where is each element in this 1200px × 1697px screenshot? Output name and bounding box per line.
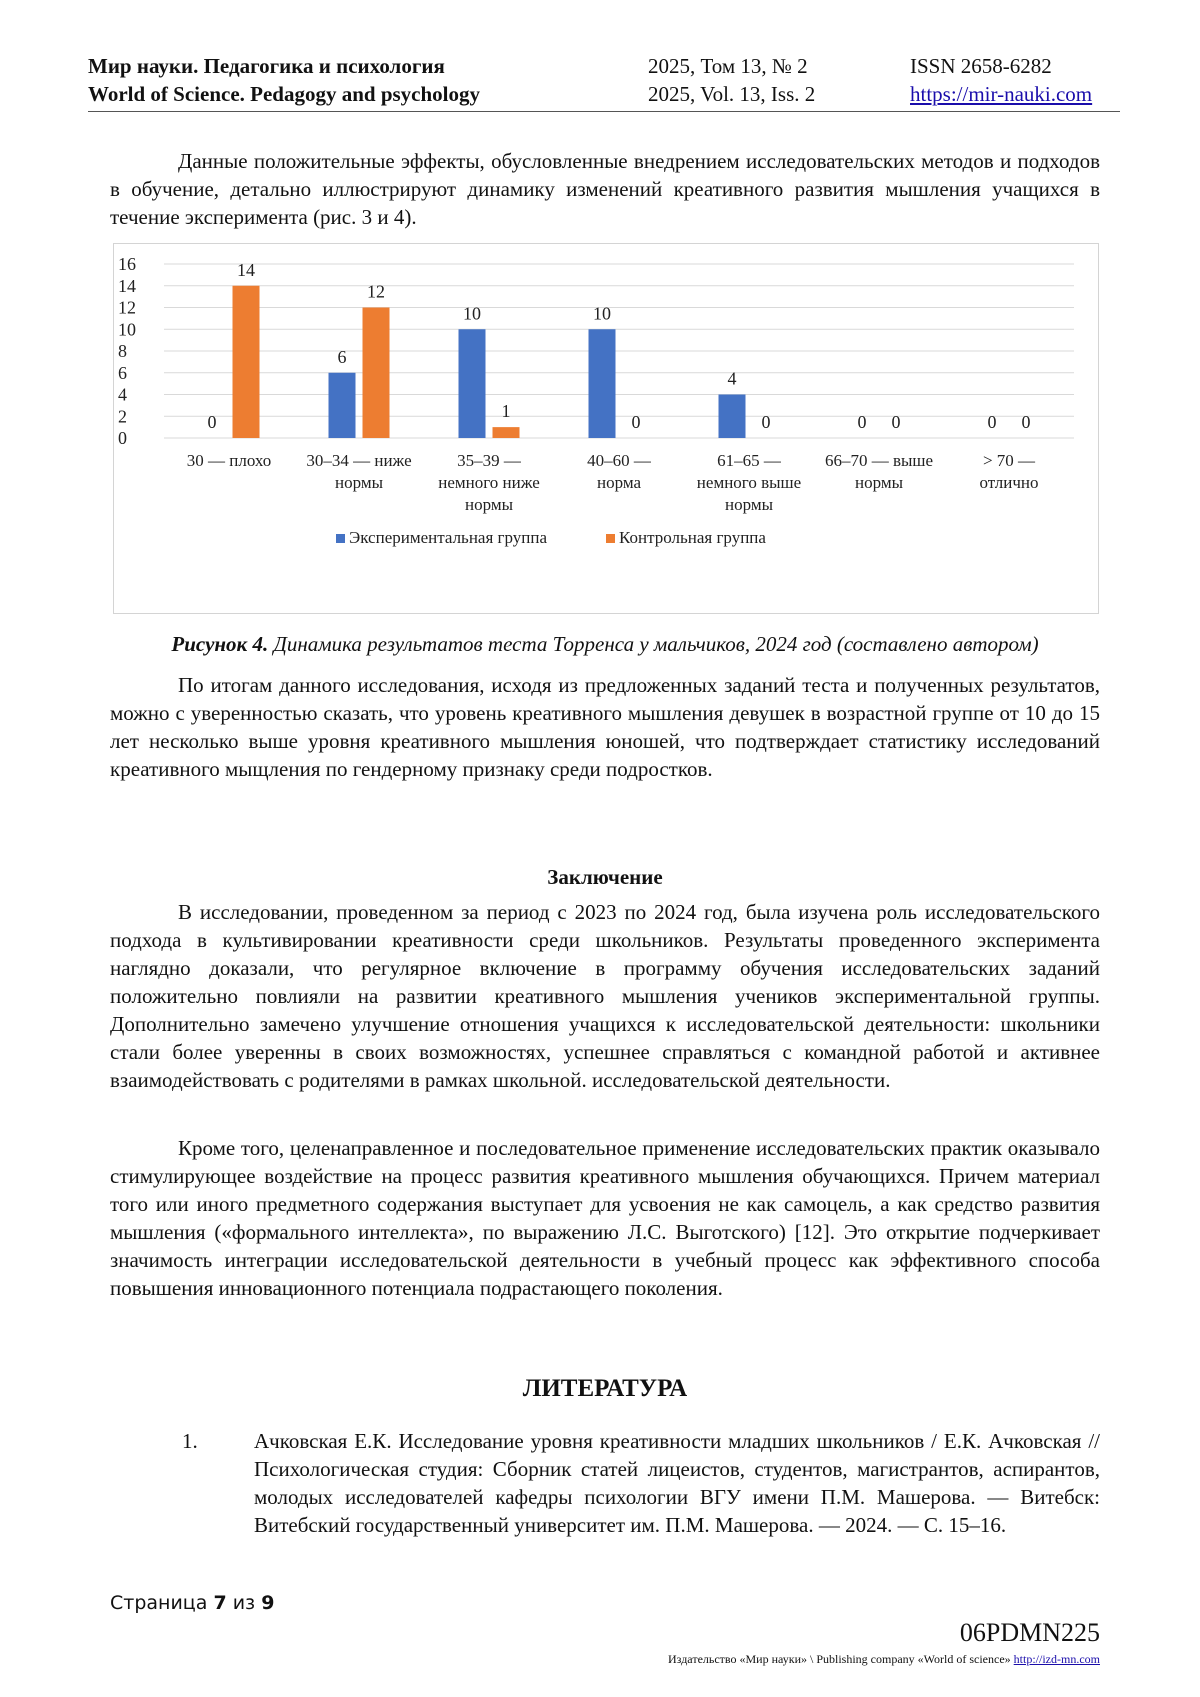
article-code: 06PDMN225 bbox=[959, 1618, 1100, 1647]
legend-swatch bbox=[336, 534, 345, 543]
x-tick-label: немного ниже bbox=[438, 473, 540, 492]
x-tick-label: нормы bbox=[854, 473, 904, 492]
intro-paragraph bbox=[110, 147, 1100, 231]
x-tick-label: немного выше bbox=[696, 473, 802, 492]
figure-4-chart bbox=[113, 243, 1099, 614]
x-tick-label: 61–65 — bbox=[717, 451, 781, 470]
y-tick-label: 12 bbox=[118, 297, 136, 318]
data-label: 10 bbox=[463, 303, 481, 324]
data-label: 4 bbox=[727, 368, 737, 389]
legend-label: Контрольная группа bbox=[619, 528, 766, 547]
data-label: 14 bbox=[237, 259, 255, 280]
y-tick-label: 16 bbox=[118, 254, 136, 274]
data-label: 12 bbox=[367, 281, 385, 302]
figure-caption-text: Динамика результатов теста Торренса у мальчиков, 2024 год (составлено автором) bbox=[273, 632, 1039, 656]
data-label: 0 bbox=[891, 412, 901, 432]
x-tick-label: 40–60 — bbox=[587, 451, 651, 470]
issue-ru: 2025, Том 13, № 2 bbox=[648, 54, 808, 78]
figure-caption bbox=[110, 630, 1100, 658]
data-label: 1 bbox=[501, 401, 511, 422]
issue-info bbox=[648, 52, 815, 108]
data-label: 0 bbox=[631, 412, 641, 432]
bar-chart bbox=[114, 244, 1100, 615]
data-label: 0 bbox=[857, 412, 867, 432]
x-tick-label: > 70 — bbox=[982, 451, 1036, 470]
x-tick-label: отлично bbox=[979, 473, 1039, 492]
x-tick-label: нормы bbox=[724, 495, 774, 514]
page-number bbox=[110, 1592, 274, 1614]
publisher-link[interactable]: http://izd-mn.com bbox=[1013, 1652, 1100, 1666]
bar bbox=[589, 329, 616, 438]
y-tick-label: 0 bbox=[118, 428, 127, 448]
data-label: 10 bbox=[593, 303, 611, 324]
data-label: 0 bbox=[1021, 412, 1031, 432]
journal-header bbox=[88, 52, 1120, 112]
publisher-line bbox=[668, 1652, 1100, 1667]
reference-text: Ачковская Е.К. Исследование уровня креативности младших школьников / Е.К. Ачковская // Психологическая студия: Сборник статей лицеистов, студентов, магистрантов, аспирантов, молодых исследователей кафедры психологии ВГУ имени П.М. Машерова. — Витебск: Витебский государственный университет им. П.М. Машерова. — 2024. — С. 15–16. bbox=[254, 1429, 1100, 1537]
x-tick-label: 30–34 — ниже bbox=[306, 451, 412, 470]
bar bbox=[329, 373, 356, 438]
bar bbox=[363, 308, 390, 439]
legend-swatch bbox=[606, 534, 615, 543]
conclusion-paragraph-2 bbox=[110, 1134, 1100, 1302]
results-text: По итогам данного исследования, исходя из предложенных заданий теста и полученных результатов, можно с уверенностью сказать, что уровень креативного мышления девушек в возрастной группе от 10 до 15 лет несколько выше уровня креативного мышления юношей, что подтверждает статистику исследований креативного мыщления по гендерному признаку среди подростков. bbox=[110, 673, 1100, 781]
site-link[interactable]: https://mir-nauki.com bbox=[910, 82, 1093, 106]
data-label: 0 bbox=[987, 412, 997, 432]
x-tick-label: 35–39 — bbox=[457, 451, 521, 470]
reference-number: 1. bbox=[182, 1429, 198, 1453]
y-tick-label: 2 bbox=[118, 406, 127, 427]
publisher-text: Издательство «Мир науки» \ Publishing company «World of science» bbox=[668, 1652, 1014, 1666]
journal-title-en: World of Science. Pedagogy and psychology bbox=[88, 82, 481, 106]
issn-block bbox=[910, 52, 1092, 108]
y-tick-label: 8 bbox=[118, 341, 127, 361]
page-current: 7 bbox=[213, 1592, 227, 1614]
x-tick-label: нормы bbox=[464, 495, 514, 514]
issue-en: 2025, Vol. 13, Iss. 2 bbox=[648, 82, 816, 106]
issn: ISSN 2658-6282 bbox=[910, 54, 1052, 78]
bar bbox=[719, 395, 746, 439]
y-tick-label: 14 bbox=[118, 275, 136, 296]
conclusion-paragraph-1 bbox=[110, 898, 1100, 1094]
data-label: 0 bbox=[761, 412, 771, 432]
x-tick-label: норма bbox=[596, 473, 642, 492]
data-label: 6 bbox=[337, 346, 347, 367]
y-tick-label: 6 bbox=[118, 362, 127, 383]
figure-label: Рисунок 4. bbox=[171, 632, 269, 656]
conclusion-p1-text: В исследовании, проведенном за период с 2023 по 2024 год, была изучена роль исследовательского подхода в культивировании креативности среди школьников. Результаты проведенного эксперимента наглядно доказали, что регулярное включение в программу обучения исследовательских заданий положительно повлияли на развитии креативного мышления учеников экспериментальной группы. Дополнительно замечено улучшение отношения учащихся к исследовательской деятельности: школьники стали более уверенны в своих возможностях, успешнее справляться с командной работой и активнее взаимодействовать с родителями в рамках школьной. исследовательской деятельности. bbox=[110, 900, 1100, 1092]
references-heading: ЛИТЕРАТУРА bbox=[522, 1375, 688, 1402]
journal-title-ru: Мир науки. Педагогика и психология bbox=[88, 54, 445, 78]
legend-label: Экспериментальная группа bbox=[349, 528, 548, 547]
y-tick-label: 10 bbox=[118, 319, 136, 340]
page-prefix: Страница bbox=[110, 1592, 214, 1614]
data-label: 0 bbox=[207, 412, 217, 432]
conclusion-heading: Заключение bbox=[547, 865, 663, 889]
x-tick-label: нормы bbox=[334, 473, 384, 492]
conclusion-p2-text: Кроме того, целенаправленное и последовательное применение исследовательских практик оказывало стимулирующее воздействие на процесс развития креативного мышления обучающихся. Причем материал того или иного предметного содержания выступает для усвоения не как самоцель, а как средство развития мышления («формального интеллекта», по выражению Л.С. Выготского) [12]. Это открытие подчеркивает значимость интеграции исследовательской деятельности в учебный процесс как эффективного способа повышения инновационного потенциала подрастающего поколения. bbox=[110, 1136, 1100, 1300]
page-mid: из bbox=[226, 1592, 262, 1614]
bar bbox=[233, 286, 260, 438]
intro-text: Данные положительные эффекты, обусловленные внедрением исследовательских методов и подходов в обучение, детально иллюстрируют динамику изменений креативного развития мышления учащихся в течение эксперимента (рис. 3 и 4). bbox=[110, 149, 1100, 229]
y-tick-label: 4 bbox=[118, 384, 127, 405]
x-tick-label: 66–70 — выше bbox=[824, 451, 934, 470]
bar bbox=[493, 427, 520, 438]
results-paragraph bbox=[110, 671, 1100, 783]
page-total: 9 bbox=[261, 1592, 275, 1614]
x-tick-label: 30 — плохо bbox=[186, 451, 272, 470]
bar bbox=[459, 329, 486, 438]
journal-title bbox=[88, 52, 480, 108]
